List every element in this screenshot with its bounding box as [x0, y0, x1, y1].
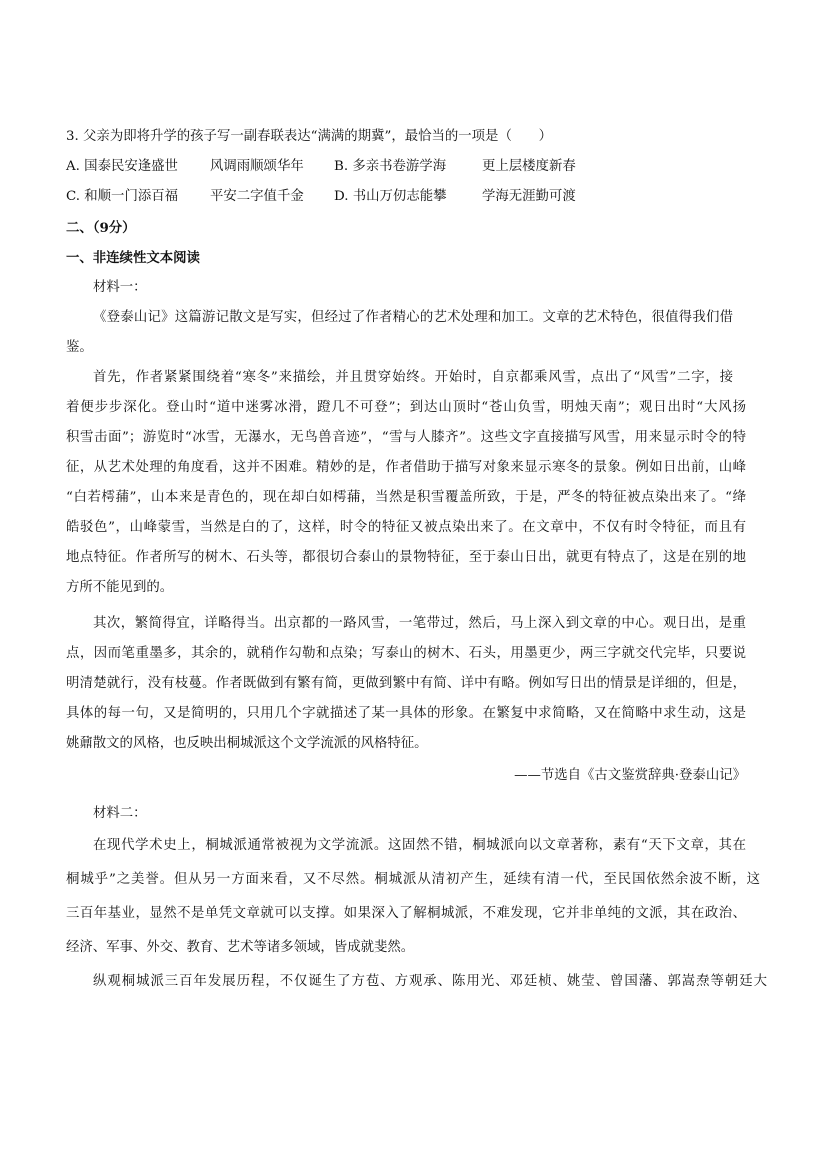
material-2-line: 三百年基业，显然不是单凭文章就可以支撑。如果深入了解桐城派，不难发现，它并非单纯的文派，其在政治、 — [66, 906, 746, 921]
material-2-line: 桐城乎”之美誉。但从另一方面来看，又不尽然。桐城派从清初产生，延续有清一代，至民国依然余波不断，这 — [66, 872, 760, 887]
material-1-line: 征，从艺术处理的角度看，这并不困难。精妙的是，作者借助于描写对象来显示寒冬的景象。例如日出前，山峰 — [66, 460, 746, 475]
material-1-line: 明清楚就行，没有枝蔓。作者既做到有繁有简，更做到繁中有简、详中有略。例如写日出的情景是详细的，但是， — [66, 676, 746, 691]
material-1-line: 《登泰山记》这篇游记散文是写实，但经过了作者精心的艺术处理和加工。文章的艺术特色，很值得我们借 — [93, 310, 733, 325]
option-b-second: 更上层楼度新春 — [482, 159, 576, 174]
material-1-line: 首先，作者紧紧围绕着“寒冬”来描绘，并且贯穿始终。开始时，自京都乘风雪，点出了“风雪”二字，接 — [93, 370, 733, 385]
material-2-line: 经济、军事、外交、教育、艺术等诸多领域，皆成就斐然。 — [66, 940, 415, 955]
option-d-first: D. 书山万仞志能攀 — [334, 189, 447, 204]
section-subheading: 一、非连续性文本阅读 — [66, 250, 200, 266]
material-1-line: 积雪击面”；游览时“冰雪，无瀑水，无鸟兽音迹”，“雪与人膝齐”。这些文字直接描写风雪，用来显示时令的特 — [66, 430, 746, 445]
material-1-label: 材料一： — [93, 280, 147, 295]
question-3-stem: 3. 父亲为即将升学的孩子写一副春联表达“满满的期冀”，最恰当的一项是（ ） — [66, 129, 553, 144]
option-b-first: B. 多亲书卷游学海 — [334, 159, 447, 174]
material-1-line: 皓驳色”，山峰蒙雪，当然是白的了，这样，时令的特征又被点染出来了。在文章中，不仅有时令特征，而且有 — [66, 520, 746, 535]
material-1-line: “白若樗蒱”，山本来是青色的，现在却白如樗蒱，当然是积雪覆盖所致，于是，严冬的特征被点染出来了。“绛 — [66, 490, 746, 505]
section-heading: 二、（9分） — [66, 220, 136, 236]
material-1-line: 其次，繁简得宜，详略得当。出京都的一路风雪，一笔带过，然后，马上深入到文章的中心。观日出，是重 — [93, 616, 746, 631]
material-2-label: 材料二： — [93, 806, 147, 821]
material-1-line: 方所不能见到的。 — [66, 580, 174, 595]
material-1-line: 鉴。 — [66, 340, 93, 355]
material-2-line: 在现代学术史上，桐城派通常被视为文学流派。这固然不错，桐城派向以文章著称，素有“天下文章，其在 — [93, 838, 746, 853]
material-1-line: 姚鼐散文的风格，也反映出桐城派这个文学流派的风格特征。 — [66, 736, 428, 751]
option-c-first: C. 和顺一门添百福 — [66, 189, 179, 204]
option-a-first: A. 国泰民安逢盛世 — [66, 159, 178, 174]
option-d-second: 学海无涯勤可渡 — [482, 189, 576, 204]
material-1-source: ——节选自《古文鉴赏辞典·登泰山记》 — [514, 768, 746, 783]
material-1-line: 具体的每一句，又是简明的，只用几个字就描述了某一具体的形象。在繁复中求简略，又在简略中求生动，这是 — [66, 706, 746, 721]
material-2-line: 纵观桐城派三百年发展历程，不仅诞生了方苞、方观承、陈用光、邓廷桢、姚莹、曾国藩、郭嵩焘等朝廷大 — [93, 974, 767, 989]
material-1-line: 着便步步深化。登山时“道中迷雾冰滑，蹬几不可登”；到达山顶时“苍山负雪，明烛天南”；观日出时“大风扬 — [66, 400, 746, 415]
option-c-second: 平安二字值千金 — [210, 189, 304, 204]
material-1-line: 点，因而笔重墨多，其余的，就稍作勾勒和点染；写泰山的树木、石头，用墨更少，两三字就交代完毕，只要说 — [66, 646, 746, 661]
material-1-line: 地点特征。作者所写的树木、石头等，都很切合泰山的景物特征，至于泰山日出，就更有特点了，这是在别的地 — [66, 550, 746, 565]
option-a-second: 风调雨顺颂华年 — [210, 159, 304, 174]
